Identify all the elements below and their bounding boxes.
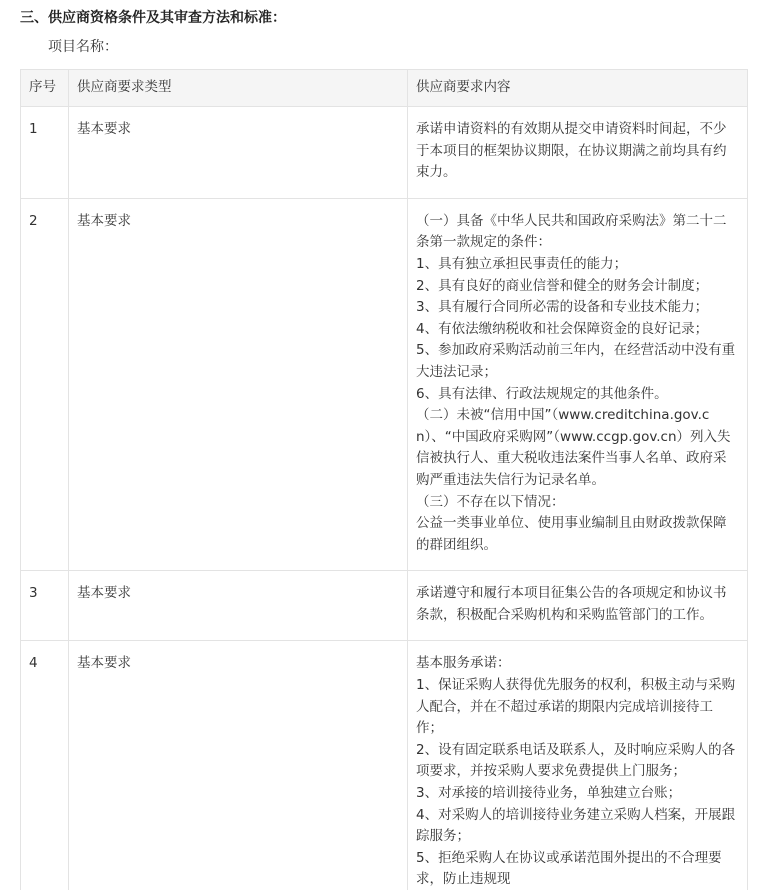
- header-requirement-content: 供应商要求内容: [408, 70, 748, 107]
- table-row: [21, 107, 748, 199]
- content-line: 承诺遵守和履行本项目征集公告的各项规定和协议书条款，积极配合采购机构和采购监管部门的工作。: [416, 585, 727, 623]
- content-line: 6、具有法律、行政法规规定的其他条件。: [416, 385, 668, 402]
- header-requirement-type: 供应商要求类型: [69, 70, 408, 107]
- row-requirement-content: [408, 198, 748, 571]
- content-line: 基本服务承诺：: [416, 655, 511, 672]
- table-row: [21, 198, 748, 571]
- row-requirement-content: [408, 571, 748, 641]
- content-line: 4、对采购人的培训接待业务建立采购人档案，开展跟踪服务；: [416, 806, 736, 845]
- content-line: 3、具有履行合同所必需的设备和专业技术能力；: [416, 299, 709, 316]
- table-row: [21, 571, 748, 641]
- content-line: （二）未被“信用中国”（www.creditchina.gov.cn）、“中国政府采购网”（www.ccgp.gov.cn）列入失信被执行人、重大税收违法案件当事人名单、政府采购严重违法失信行为记录名单。: [416, 407, 731, 488]
- content-line: 承诺申请资料的有效期从提交申请资料时间起，不少于本项目的框架协议期限，在协议期满之前均具有约束力。: [416, 121, 727, 181]
- row-serial-number: 3: [21, 571, 69, 641]
- content-line: 1、保证采购人获得优先服务的权利，积极主动与采购人配合，并在不超过承诺的期限内完成培训接待工作；: [416, 677, 736, 737]
- content-line: 公益一类事业单位、使用事业编制且由财政拨款保障的群团组织。: [416, 515, 727, 553]
- row-requirement-type: 基本要求: [69, 198, 408, 571]
- row-requirement-content: [408, 641, 748, 890]
- row-requirement-content: [408, 107, 748, 199]
- content-line: 2、设有固定联系电话及联系人，及时响应采购人的各项要求，并按采购人要求免费提供上门服务；: [416, 741, 736, 780]
- header-serial-number: 序号: [21, 70, 69, 107]
- section-title: 三、供应商资格条件及其审查方法和标准：: [20, 10, 286, 26]
- row-requirement-type: 基本要求: [69, 641, 408, 890]
- content-line: （一）具备《中华人民共和国政府采购法》第二十二条第一款规定的条件：: [416, 212, 727, 251]
- row-requirement-type: 基本要求: [69, 107, 408, 199]
- supplier-requirements-table: [20, 69, 748, 890]
- table-header-row: [21, 70, 748, 107]
- content-line: 5、拒绝采购人在协议或承诺范围外提出的不合理要求，防止违规现: [416, 849, 722, 888]
- table-row: [21, 641, 748, 890]
- project-name-label: 项目名称：: [48, 39, 118, 55]
- row-requirement-type: 基本要求: [69, 571, 408, 641]
- content-line: 1、具有独立承担民事责任的能力；: [416, 255, 628, 272]
- row-serial-number: 2: [21, 198, 69, 571]
- row-serial-number: 4: [21, 641, 69, 890]
- content-line: 3、对承接的培训接待业务，单独建立台账；: [416, 785, 682, 802]
- content-line: 4、有依法缴纳税收和社会保障资金的良好记录；: [416, 320, 709, 337]
- content-line: 2、具有良好的商业信誉和健全的财务会计制度；: [416, 277, 709, 294]
- content-line: （三）不存在以下情况：: [416, 493, 565, 510]
- content-line: 5、参加政府采购活动前三年内，在经营活动中没有重大违法记录；: [416, 342, 736, 380]
- row-serial-number: 1: [21, 107, 69, 199]
